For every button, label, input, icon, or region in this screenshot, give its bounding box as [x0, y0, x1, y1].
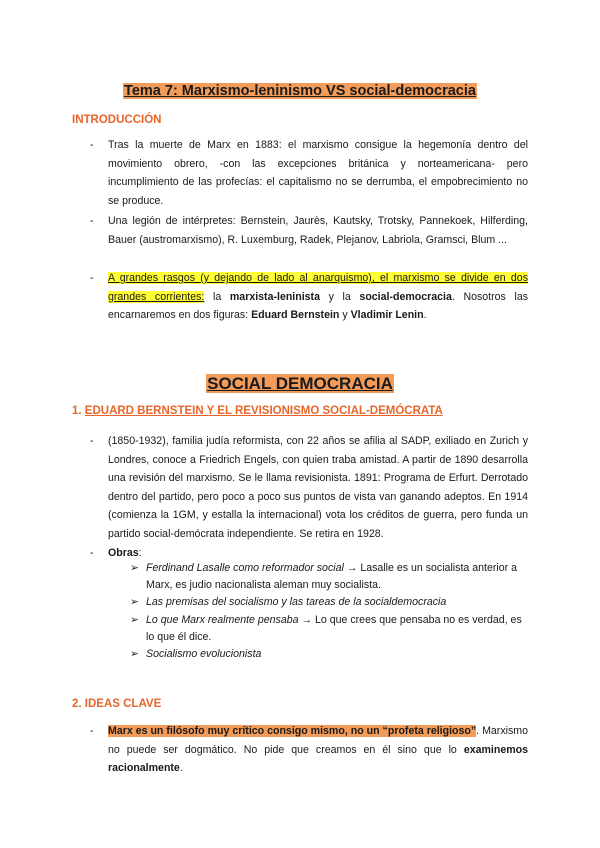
- bullet-dash: -: [90, 215, 94, 227]
- works-label: Obras:: [108, 547, 142, 559]
- list-item: ➢ Socialismo evolucionista: [130, 646, 530, 663]
- section-heading-1: 1. EDUARD BERNSTEIN Y EL REVISIONISMO SOCIAL-DEMÓCRATA: [72, 405, 443, 417]
- arrow-bullet-icon: ➢: [130, 613, 139, 626]
- list-item: ➢ Las premisas del socialismo y las tareas de la socialdemocracia: [130, 594, 530, 611]
- list-item: ➢ Ferdinand Lasalle como reformador social → Lasalle es un socialista anterior a Marx, es judio nacionalista aleman muy socialista.: [130, 562, 517, 592]
- arrow-bullet-icon: ➢: [130, 562, 139, 574]
- bernstein-bio: (1850-1932), familia judía reformista, con 22 años se afilia al SADP, exiliado en Zurich y Londres, conoce a Friedrich Engels, con quien traba amistad. A partir de 1890 desarrolla una revisión del marxismo. Se le llama revisionista. 1891: Programa de Erfurt. Derrotado dentro del partido, pero poco a poco sus puntos de vista van ganando adeptos. En 1914 (comienza la 1GM, y estalla la internacional) vota los créditos de guerra, pero funda un partido social-demócrata independiente. Se retira en 1928.: [108, 435, 528, 540]
- arrow-bullet-icon: ➢: [130, 648, 139, 661]
- bullet-dash: -: [90, 272, 94, 284]
- intro-heading: INTRODUCCIÓN: [72, 114, 162, 126]
- key-idea-paragraph: Marx es un filósofo muy crítico consigo mismo, no un “profeta religioso”. Marxismo no puede ser dogmático. No pide que creamos en él sino que lo examinemos racionalmente.: [108, 725, 528, 775]
- intro-paragraph-3: A grandes rasgos (y dejando de lado al anarquismo), el marxismo se divide en dos grandes corrientes: la marxista-leninista y la social-democracia. Nosotros las encarnaremos en dos figuras: Eduard Bernstein y Vladimir Lenin.: [108, 272, 529, 322]
- works-list: [130, 560, 530, 663]
- intro-paragraph-2: Una legión de intérpretes: Bernstein, Jaurès, Kautsky, Trotsky, Pannekoek, Hilferding, Bauer (austromarxismo), R. Luxemburg, Radek, Plejanov, Labriola, Gramsci, Blum ...: [108, 215, 528, 246]
- section-title: SOCIAL DEMOCRACIA: [207, 374, 393, 393]
- section-heading-2: 2. IDEAS CLAVE: [72, 698, 162, 710]
- bullet-dash: -: [90, 435, 94, 447]
- highlighted-text: A grandes rasgos (y dejando de lado al anarquismo), el marxismo se divide en dos grandes corrientes:: [108, 272, 528, 303]
- highlighted-text: Marx es un filósofo muy crítico consigo mismo, no un “profeta religioso”: [108, 725, 477, 737]
- intro-paragraph-1: Tras la muerte de Marx en 1883: el marxismo consigue la hegemonía dentro del movimiento obrero, -con las excepciones británica y norteamericana- pero incumplimiento de las profecías: el capitalismo no se derrumba, el empobrecimiento no se produce.: [108, 139, 528, 207]
- arrow-bullet-icon: ➢: [130, 596, 139, 609]
- bullet-dash: -: [90, 547, 94, 559]
- list-item: ➢ Lo que Marx realmente pensaba → Lo que crees que pensaba no es verdad, es lo que él dice.: [130, 613, 522, 643]
- page-title: Tema 7: Marxismo-leninismo VS social-democracia: [124, 83, 476, 99]
- bullet-dash: -: [90, 725, 94, 737]
- bullet-dash: -: [90, 139, 94, 151]
